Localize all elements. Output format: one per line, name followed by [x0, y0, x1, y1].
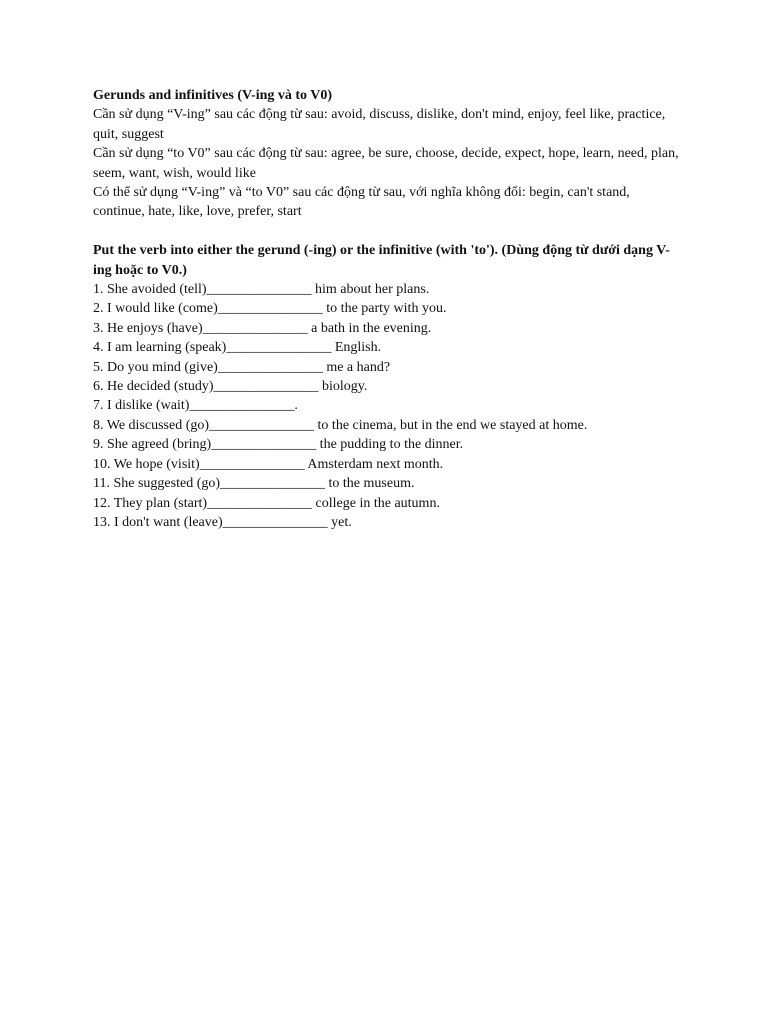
- rule-v-ing: Cần sử dụng “V-ing” sau các động từ sau: avoid, discuss, dislike, don't mind, enjoy, feel like, practice, quit, suggest: [93, 107, 666, 142]
- exercise-instruction: Put the verb into either the gerund (-ing) or the infinitive (with 'to'). (Dùng động từ dưới dạng V-ing hoặc to V0.): [93, 243, 670, 278]
- exercise-item: 10. We hope (visit)_______________ Amsterdam next month.: [93, 456, 444, 472]
- exercise-item: 8. We discussed (go)_______________ to the cinema, but in the end we stayed at home.: [93, 417, 588, 433]
- exercise-item: 9. She agreed (bring)_______________ the pudding to the dinner.: [93, 437, 464, 453]
- exercise-item: 2. I would like (come)_______________ to the party with you.: [93, 301, 447, 317]
- exercise-item: 4. I am learning (speak)_______________ English.: [93, 340, 382, 356]
- exercise-item: 3. He enjoys (have)_______________ a bath in the evening.: [93, 320, 432, 336]
- exercise-item: 13. I don't want (leave)_______________ yet.: [93, 514, 352, 530]
- rule-both: Có thể sử dụng “V-ing” và “to V0” sau các động từ sau, với nghĩa không đổi: begin, can't stand, continue, hate, like, love, prefer, start: [93, 185, 630, 220]
- exercise-item: 12. They plan (start)_______________ college in the autumn.: [93, 495, 440, 511]
- exercise-item: 1. She avoided (tell)_______________ him about her plans.: [93, 282, 430, 298]
- rule-to-v0: Cần sử dụng “to V0” sau các động từ sau: agree, be sure, choose, decide, expect, hope, learn, need, plan, seem, want, wish, would like: [93, 146, 679, 181]
- section-title: Gerunds and infinitives (V-ing và to V0): [93, 88, 333, 103]
- exercise-item: 5. Do you mind (give)_______________ me a hand?: [93, 359, 391, 375]
- document-page: [93, 86, 683, 532]
- exercise-item: 6. He decided (study)_______________ biology.: [93, 379, 368, 395]
- exercise-item: 11. She suggested (go)_______________ to the museum.: [93, 476, 415, 492]
- spacer: [93, 222, 683, 241]
- exercise-item: 7. I dislike (wait)_______________.: [93, 398, 298, 414]
